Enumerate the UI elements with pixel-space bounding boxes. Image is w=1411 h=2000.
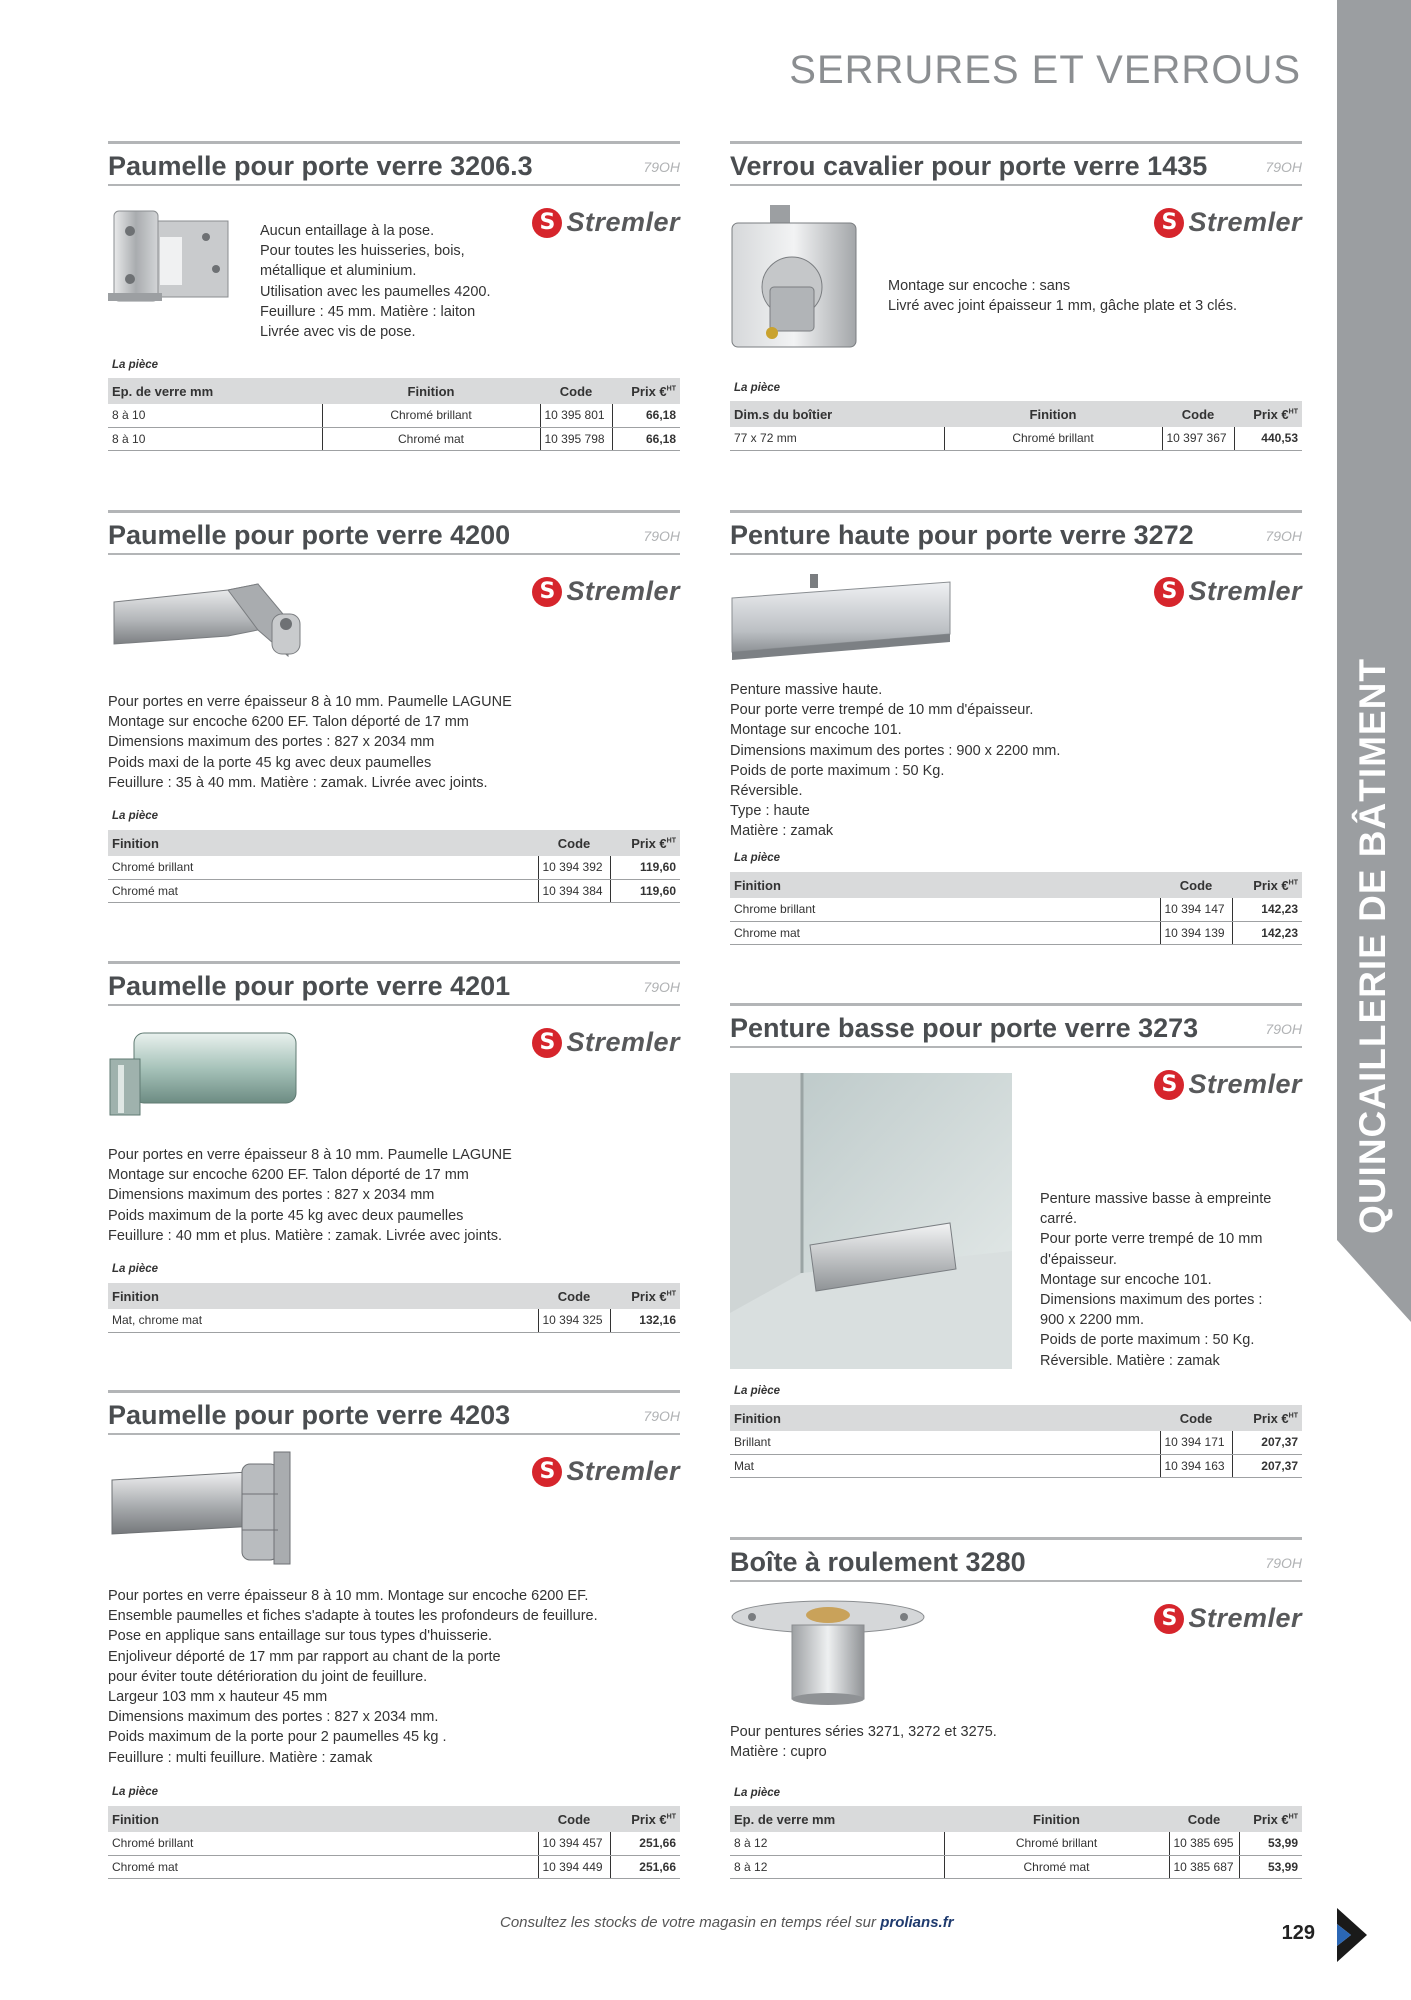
table-row (108, 427, 680, 450)
cell: Chrome brillant (730, 898, 1160, 921)
section-code: 79OH (643, 979, 680, 995)
desc-line: carré. (1040, 1211, 1078, 1228)
section-4201 (108, 961, 680, 1341)
desc-line: Poids maximum de la porte 45 kg avec deux paumelles (108, 1207, 464, 1224)
section-code: 79OH (643, 1408, 680, 1424)
stremler-logo-icon (1154, 1604, 1184, 1634)
cell-code: 10 385 695 (1169, 1832, 1239, 1855)
col-header-price: Prix €$^{HT}$ (1232, 872, 1302, 898)
desc-line: Poids de porte maximum : 50 Kg. (1040, 1332, 1255, 1349)
cell-code: 10 395 798 (540, 427, 612, 450)
cell-price: 53,99 (1239, 1855, 1302, 1878)
product-table (730, 1405, 1302, 1478)
desc-line: Poids de porte maximum : 50 Kg. (730, 762, 945, 779)
brand-logo (1154, 1603, 1302, 1634)
cell: Mat, chrome mat (108, 1309, 538, 1332)
table-header-row (108, 830, 680, 856)
unit-label: La pièce (734, 1787, 781, 1799)
desc-line: métallique et aluminium. (260, 263, 417, 280)
cell: Chrome mat (730, 921, 1160, 944)
section-3280 (730, 1537, 1302, 1887)
brand-name: Stremler (566, 207, 680, 237)
cell-code: 10 394 139 (1160, 921, 1232, 944)
col-header-price: Prix €$^{HT}$ (610, 1283, 680, 1309)
section-header (730, 510, 1302, 555)
table-header-row (730, 401, 1302, 427)
section-1435 (730, 141, 1302, 461)
section-header (108, 961, 680, 1006)
cell: Chromé brillant (322, 404, 540, 427)
cell-price: 207,37 (1232, 1431, 1302, 1454)
stremler-logo-icon (1154, 1070, 1184, 1100)
page-number: 129 (1281, 1922, 1315, 1944)
col-header: Code (1160, 1405, 1232, 1431)
desc-line: Feuillure : multi feuillure. Matière : zamak (108, 1749, 373, 1766)
table-row (108, 404, 680, 427)
cell: Chromé brillant (108, 1832, 538, 1855)
col-header-price: Prix €$^{HT}$ (610, 830, 680, 856)
desc-line: Poids maxi de la porte 45 kg avec deux paumelles (108, 754, 432, 771)
cell-code: 10 394 171 (1160, 1431, 1232, 1454)
col-header: Finition (108, 1283, 538, 1309)
brand-logo (1154, 1069, 1302, 1100)
section-title: Paumelle pour porte verre 4200 (108, 520, 511, 550)
unit-label: La pièce (734, 852, 781, 864)
desc-line: Poids maximum de la porte pour 2 paumelles 45 kg . (108, 1729, 447, 1746)
col-header-price: Prix €$^{HT}$ (612, 378, 680, 404)
table-row (108, 879, 680, 902)
cell-price: 119,60 (610, 856, 680, 879)
cell: Brillant (730, 1431, 1160, 1454)
cell-code: 10 394 392 (538, 856, 610, 879)
cell-price: 142,23 (1232, 898, 1302, 921)
desc-line: Pour porte verre trempé de 10 mm (1040, 1231, 1263, 1248)
table-header-row (108, 378, 680, 404)
section-header (108, 141, 680, 186)
brand-name: Stremler (566, 1456, 680, 1486)
table-row (108, 1309, 680, 1332)
section-title: Verrou cavalier pour porte verre 1435 (730, 151, 1208, 181)
brand-logo (1154, 207, 1302, 238)
cell-code: 10 394 325 (538, 1309, 610, 1332)
section-title: Paumelle pour porte verre 4203 (108, 1400, 511, 1430)
cell: Chromé mat (944, 1855, 1169, 1878)
hinge-4200-image (108, 580, 304, 670)
side-tab-label: QUINCAILLERIE DE BÂTIMENT (1352, 658, 1394, 1234)
desc-line: 900 x 2200 mm. (1040, 1312, 1144, 1329)
footer-note (500, 1914, 954, 1931)
col-header: Finition (322, 378, 540, 404)
cell: Chromé brillant (944, 1832, 1169, 1855)
cell-code: 10 395 801 (540, 404, 612, 427)
brand-logo (532, 1456, 680, 1487)
table-header-row (730, 1806, 1302, 1832)
brand-name: Stremler (1188, 207, 1302, 237)
section-code: 79OH (643, 159, 680, 175)
desc-line: Dimensions maximum des portes : 827 x 2034 mm (108, 1187, 435, 1204)
desc-line: Pour porte verre trempé de 10 mm d'épaisseur. (730, 702, 1034, 719)
section-3206 (108, 141, 680, 461)
brand-name: Stremler (566, 576, 680, 606)
product-table (108, 830, 680, 903)
brand-logo (532, 576, 680, 607)
product-table (108, 378, 680, 451)
section-description (260, 221, 491, 342)
table-row (730, 1431, 1302, 1454)
section-code: 79OH (643, 528, 680, 544)
desc-line: Montage sur encoche 6200 EF. Talon déporté de 17 mm (108, 714, 469, 731)
cell: Chromé brillant (108, 856, 538, 879)
section-code: 79OH (1265, 528, 1302, 544)
col-header: Dim.s du boîtier (730, 401, 944, 427)
brand-name: Stremler (566, 1027, 680, 1057)
hinge-3206-image (108, 207, 232, 305)
col-header: Finition (944, 1806, 1169, 1832)
desc-line: Feuillure : 45 mm. Matière : laiton (260, 303, 476, 320)
cell-price: 66,18 (612, 427, 680, 450)
cell: 77 x 72 mm (730, 427, 944, 450)
table-row (108, 856, 680, 879)
unit-label: La pièce (734, 382, 781, 394)
col-header: Finition (108, 1806, 538, 1832)
desc-line: Pour pentures séries 3271, 3272 et 3275. (730, 1724, 997, 1740)
cell-code: 10 394 449 (538, 1855, 610, 1878)
stremler-logo-icon (532, 577, 562, 607)
desc-line: Dimensions maximum des portes : 827 x 2034 mm. (108, 1709, 439, 1726)
section-header (108, 510, 680, 555)
table-header-row (730, 1405, 1302, 1431)
desc-line: pour éviter toute détérioration du joint de feuillure. (108, 1668, 428, 1685)
desc-line: Ensemble paumelles et fiches s'adapte à toutes les profondeurs de feuillure. (108, 1608, 598, 1625)
cell-price: 119,60 (610, 879, 680, 902)
table-header-row (730, 872, 1302, 898)
cell-code: 10 397 367 (1162, 427, 1234, 450)
section-title: Boîte à roulement 3280 (730, 1547, 1026, 1577)
table-header-row (108, 1283, 680, 1309)
stremler-logo-icon (532, 1028, 562, 1058)
col-header: Code (1160, 872, 1232, 898)
table-row (730, 921, 1302, 944)
cell: 8 à 10 (108, 427, 322, 450)
col-header: Finition (944, 401, 1162, 427)
brand-logo (1154, 576, 1302, 607)
desc-line: Dimensions maximum des portes : 900 x 2200 mm. (730, 742, 1061, 759)
col-header-price: Prix €$^{HT}$ (1232, 1405, 1302, 1431)
col-header: Ep. de verre mm (730, 1806, 944, 1832)
section-header (730, 1003, 1302, 1048)
section-title: Penture haute pour porte verre 3272 (730, 520, 1194, 550)
table-header-row (108, 1806, 680, 1832)
pivot-3273-image (730, 1073, 1012, 1369)
bearing-box-3280-image (730, 1597, 926, 1705)
cell-code: 10 394 163 (1160, 1454, 1232, 1477)
brand-name: Stremler (1188, 576, 1302, 606)
stremler-logo-icon (532, 208, 562, 238)
stremler-logo-icon (1154, 577, 1184, 607)
cell: 8 à 10 (108, 404, 322, 427)
cell: 8 à 12 (730, 1832, 944, 1855)
cell-price: 53,99 (1239, 1832, 1302, 1855)
section-description (1040, 1189, 1271, 1371)
desc-line: Réversible. Matière : zamak (1040, 1352, 1220, 1369)
section-header (730, 1537, 1302, 1582)
col-header-price: Prix €$^{HT}$ (610, 1806, 680, 1832)
cell-price: 251,66 (610, 1832, 680, 1855)
cell-code: 10 385 687 (1169, 1855, 1239, 1878)
col-header: Code (538, 830, 610, 856)
desc-line: Feuillure : 35 à 40 mm. Matière : zamak. Livrée avec joints. (108, 774, 488, 791)
desc-line: Pose en applique sans entaillage sur tous types d'huisserie. (108, 1628, 493, 1645)
desc-line: Aucun entaillage à la pose. (260, 223, 435, 239)
col-header-price: Prix €$^{HT}$ (1239, 1806, 1302, 1832)
desc-line: Enjoliveur déporté de 17 mm par rapport au chant de la porte (108, 1648, 501, 1665)
brand-logo (532, 207, 680, 238)
section-code: 79OH (1265, 1021, 1302, 1037)
cell-price: 142,23 (1232, 921, 1302, 944)
section-title: Paumelle pour porte verre 4201 (108, 971, 511, 1001)
cell-price: 132,16 (610, 1309, 680, 1332)
section-description (108, 1145, 512, 1246)
desc-line: Montage sur encoche 6200 EF. Talon déporté de 17 mm (108, 1167, 469, 1184)
footer-site-link[interactable]: prolians.fr (880, 1914, 954, 1931)
desc-line: Matière : zamak (730, 823, 834, 840)
unit-label: La pièce (112, 359, 159, 371)
desc-line: Livré avec joint épaisseur 1 mm, gâche plate et 3 clés. (888, 298, 1237, 315)
cell: Chromé mat (322, 427, 540, 450)
col-header: Code (1169, 1806, 1239, 1832)
cell-code: 10 394 457 (538, 1832, 610, 1855)
desc-line: Livrée avec vis de pose. (260, 324, 416, 341)
cell: Chromé mat (108, 879, 538, 902)
col-header: Code (538, 1283, 610, 1309)
product-table (108, 1283, 680, 1333)
cell-code: 10 394 147 (1160, 898, 1232, 921)
col-header: Finition (730, 872, 1160, 898)
col-header: Code (1162, 401, 1234, 427)
desc-line: Type : haute (730, 803, 810, 820)
hinge-4203-image (108, 1450, 294, 1568)
cell-price: 207,37 (1232, 1454, 1302, 1477)
cell: Chromé mat (108, 1855, 538, 1878)
brand-name: Stremler (1188, 1069, 1302, 1099)
desc-line: Montage sur encoche 101. (1040, 1271, 1212, 1288)
brand-name: Stremler (1188, 1603, 1302, 1633)
section-description (108, 692, 512, 793)
section-description (108, 1586, 598, 1768)
col-header: Finition (108, 830, 538, 856)
section-description (888, 276, 1237, 316)
cell-price: 440,53 (1234, 427, 1302, 450)
next-page-chevron-icon (1333, 1906, 1373, 1964)
section-description (730, 680, 1060, 842)
section-4203 (108, 1390, 680, 1890)
desc-line: Pour portes en verre épaisseur 8 à 10 mm. Paumelle LAGUNE (108, 1147, 512, 1163)
pivot-3272-image (730, 572, 954, 664)
unit-label: La pièce (112, 1786, 159, 1798)
desc-line: Réversible. (730, 783, 803, 800)
section-code: 79OH (1265, 1555, 1302, 1571)
section-title: Paumelle pour porte verre 3206.3 (108, 151, 533, 181)
stremler-logo-icon (1154, 208, 1184, 238)
table-row (730, 1855, 1302, 1878)
desc-line: Dimensions maximum des portes : (1040, 1292, 1263, 1309)
brand-logo (532, 1027, 680, 1058)
desc-line: Penture massive basse à empreinte (1040, 1191, 1272, 1207)
col-header: Finition (730, 1405, 1160, 1431)
section-code: 79OH (1265, 159, 1302, 175)
desc-line: Pour toutes les huisseries, bois, (260, 243, 465, 260)
table-row (108, 1855, 680, 1878)
unit-label: La pièce (112, 1263, 159, 1275)
stremler-logo-icon (532, 1457, 562, 1487)
product-table (730, 401, 1302, 451)
unit-label: La pièce (734, 1385, 781, 1397)
section-3272 (730, 510, 1302, 950)
desc-line: Penture massive haute. (730, 682, 883, 698)
desc-line: d'épaisseur. (1040, 1251, 1117, 1268)
desc-line: Utilisation avec les paumelles 4200. (260, 283, 491, 300)
page-title: SERRURES ET VERROUS (789, 48, 1301, 92)
col-header: Code (538, 1806, 610, 1832)
section-3273 (730, 1003, 1302, 1483)
footer-text: Consultez les stocks de votre magasin en temps réel sur (500, 1914, 877, 1931)
table-row (730, 898, 1302, 921)
col-header: Code (540, 378, 612, 404)
cell-code: 10 394 384 (538, 879, 610, 902)
desc-line: Pour portes en verre épaisseur 8 à 10 mm. Paumelle LAGUNE (108, 694, 512, 710)
lock-1435-image (730, 203, 860, 353)
section-header (108, 1390, 680, 1435)
table-row (730, 427, 1302, 450)
section-description (730, 1722, 997, 1762)
table-row (730, 1454, 1302, 1477)
section-4200 (108, 510, 680, 910)
cell: 8 à 12 (730, 1855, 944, 1878)
desc-line: Montage sur encoche : sans (888, 278, 1071, 294)
col-header-price: Prix €$^{HT}$ (1234, 401, 1302, 427)
product-table (730, 872, 1302, 945)
desc-line: Pour portes en verre épaisseur 8 à 10 mm. Montage sur encoche 6200 EF. (108, 1588, 589, 1604)
section-title: Penture basse pour porte verre 3273 (730, 1013, 1199, 1043)
cell-price: 66,18 (612, 404, 680, 427)
desc-line: Dimensions maximum des portes : 827 x 2034 mm (108, 734, 435, 751)
table-row (108, 1832, 680, 1855)
unit-label: La pièce (112, 810, 159, 822)
desc-line: Montage sur encoche 101. (730, 722, 902, 739)
cell-price: 251,66 (610, 1855, 680, 1878)
product-table (108, 1806, 680, 1879)
desc-line: Feuillure : 40 mm et plus. Matière : zamak. Livrée avec joints. (108, 1227, 503, 1244)
product-table (730, 1806, 1302, 1879)
cell: Chromé brillant (944, 427, 1162, 450)
hinge-4201-image (108, 1027, 302, 1123)
desc-line: Largeur 103 mm x hauteur 45 mm (108, 1689, 328, 1706)
cell: Mat (730, 1454, 1160, 1477)
section-header (730, 141, 1302, 186)
table-row (730, 1832, 1302, 1855)
col-header: Ep. de verre mm (108, 378, 322, 404)
desc-line: Matière : cupro (730, 1744, 827, 1761)
